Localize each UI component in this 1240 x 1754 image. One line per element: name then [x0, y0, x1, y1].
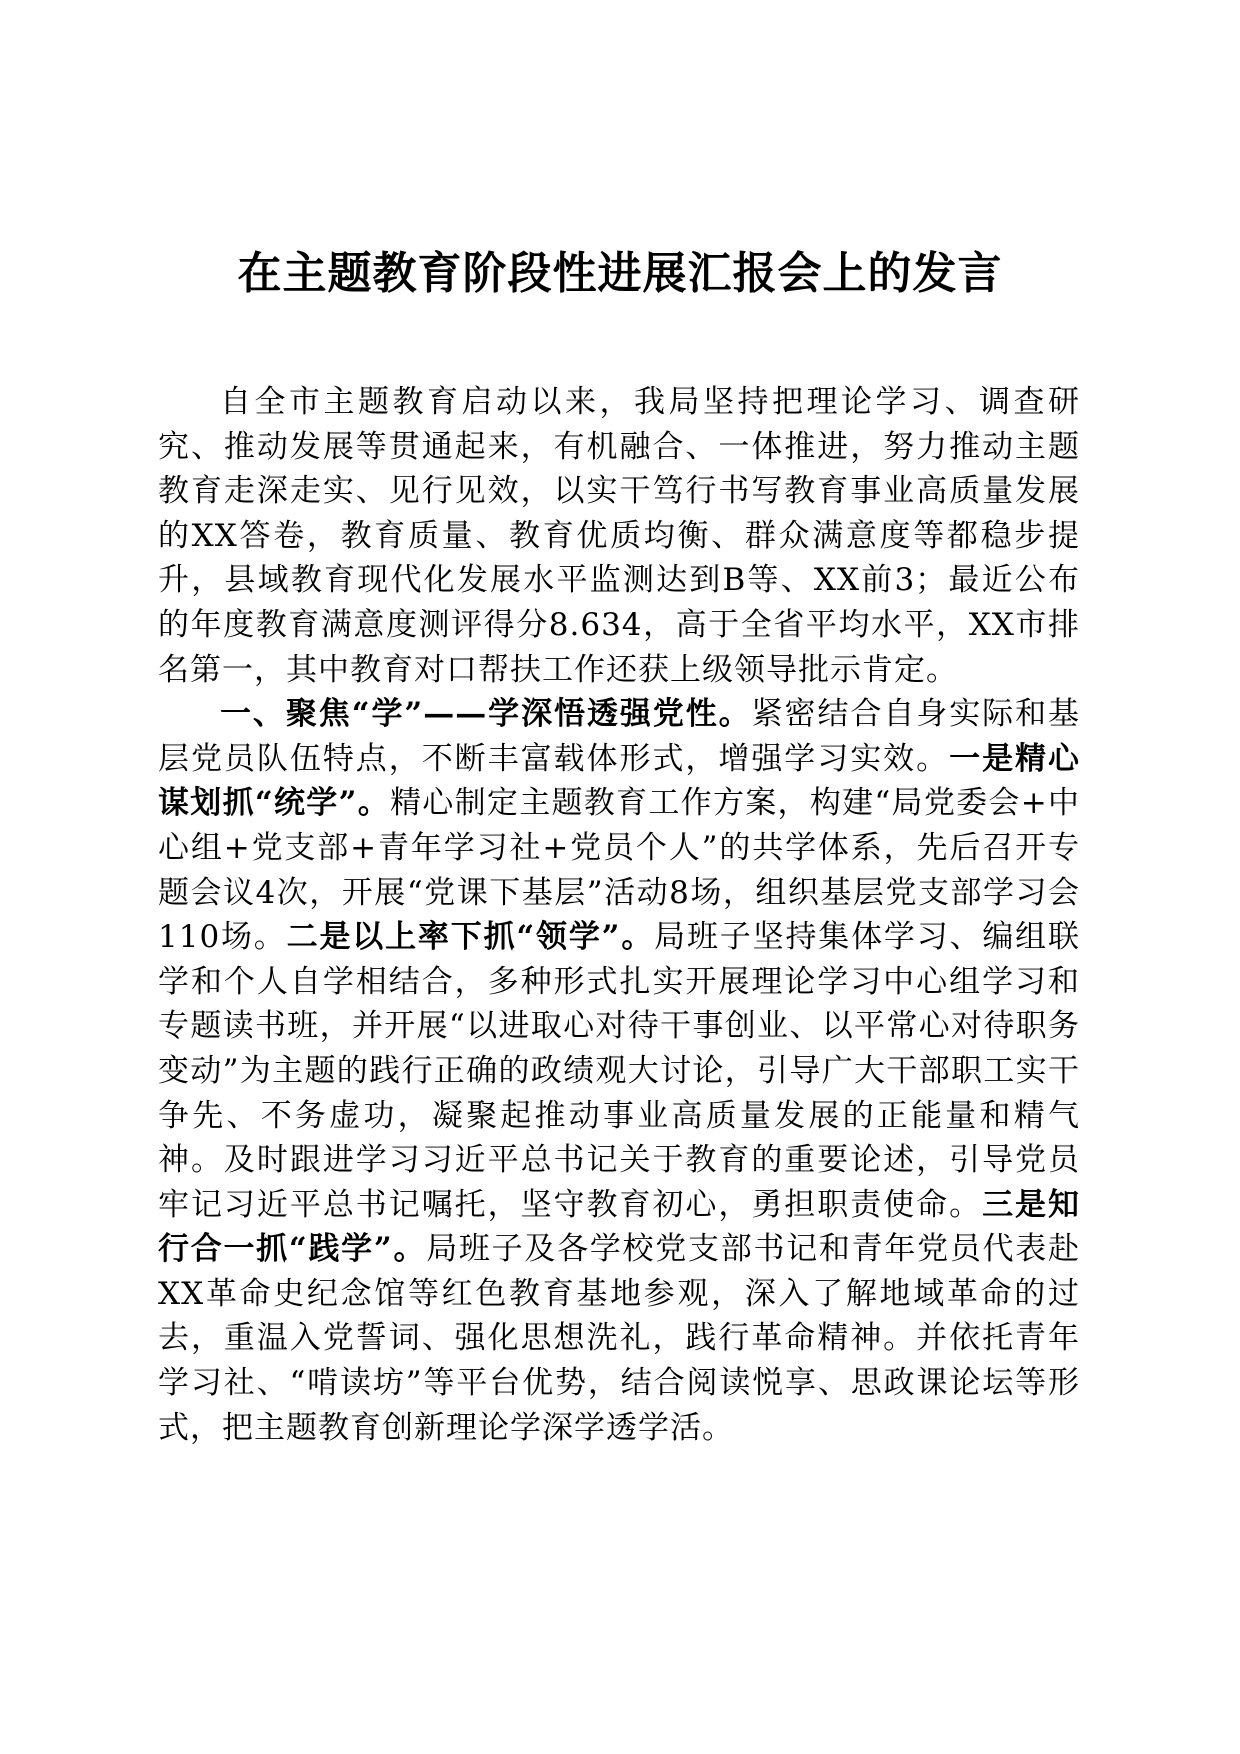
point-2-heading: 二是以上率下抓“领学”。 — [286, 919, 655, 956]
point-1-text: 精心制定主题教育工作方案，构建“局党委会+中心组+党支部+青年学习社+党员个人”的共学体系，先后召开专题会议4次，开展“党课下基层”活动8场，组织基层党支部学习会110场。 — [158, 785, 1080, 956]
document-body — [158, 380, 1080, 1450]
point-2-text: 局班子坚持集体学习、编组联学和个人自学相结合，多种形式扎实开展理论学习中心组学习和专题读书班，并开展“以进取心对待干事创业、以平常心对待职务变动”为主题的践行正确的政绩观大讨论，引导广大干部职工实干争先、不务虚功，凝聚起推动事业高质量发展的正能量和精气神。及时跟进学习习近平总书记关于教育的重要论述，引导党员牢记习近平总书记嘱托，坚守教育初心，勇担职责使命。 — [158, 919, 1081, 1223]
point-3-heading: 三是知行合一抓“践学”。 — [158, 1186, 1081, 1268]
section-1-paragraph — [158, 692, 1080, 1450]
section-1-lead: 紧密结合自身实际和基层党员队伍特点，不断丰富载体形式，增强学习实效。 — [158, 696, 1080, 777]
section-1-heading: 一、聚焦“学”——学深悟透强党性。 — [220, 696, 752, 733]
point-3-text: 局班子及各学校党支部书记和青年党员代表赴XX革命史纪念馆等红色教育基地参观，深入了解地域革命的过去，重温入党誓词、强化思想洗礼，践行革命精神。并依托青年学习社、“啃读坊”等平台优势，结合阅读悦享、思政课论坛等形式，把主题教育创新理论学深学透学活。 — [158, 1231, 1080, 1446]
document-title: 在主题教育阶段性进展汇报会上的发言 — [237, 248, 1003, 299]
intro-paragraph: 自全市主题教育启动以来，我局坚持把理论学习、调查研究、推动发展等贯通起来，有机融合、一体推进，努力推动主题教育走深走实、见行见效，以实干笃行书写教育事业高质量发展的XX答卷，教育质量、教育优质均衡、群众满意度等都稳步提升，县域教育现代化发展水平监测达到B等、XX前3；最近公布的年度教育满意度测评得分8.634，高于全省平均水平，XX市排名第一，其中教育对口帮扶工作还获上级领导批示肯定。 — [158, 384, 1080, 688]
point-1-heading: 一是精心谋划抓“统学”。 — [158, 740, 1080, 822]
